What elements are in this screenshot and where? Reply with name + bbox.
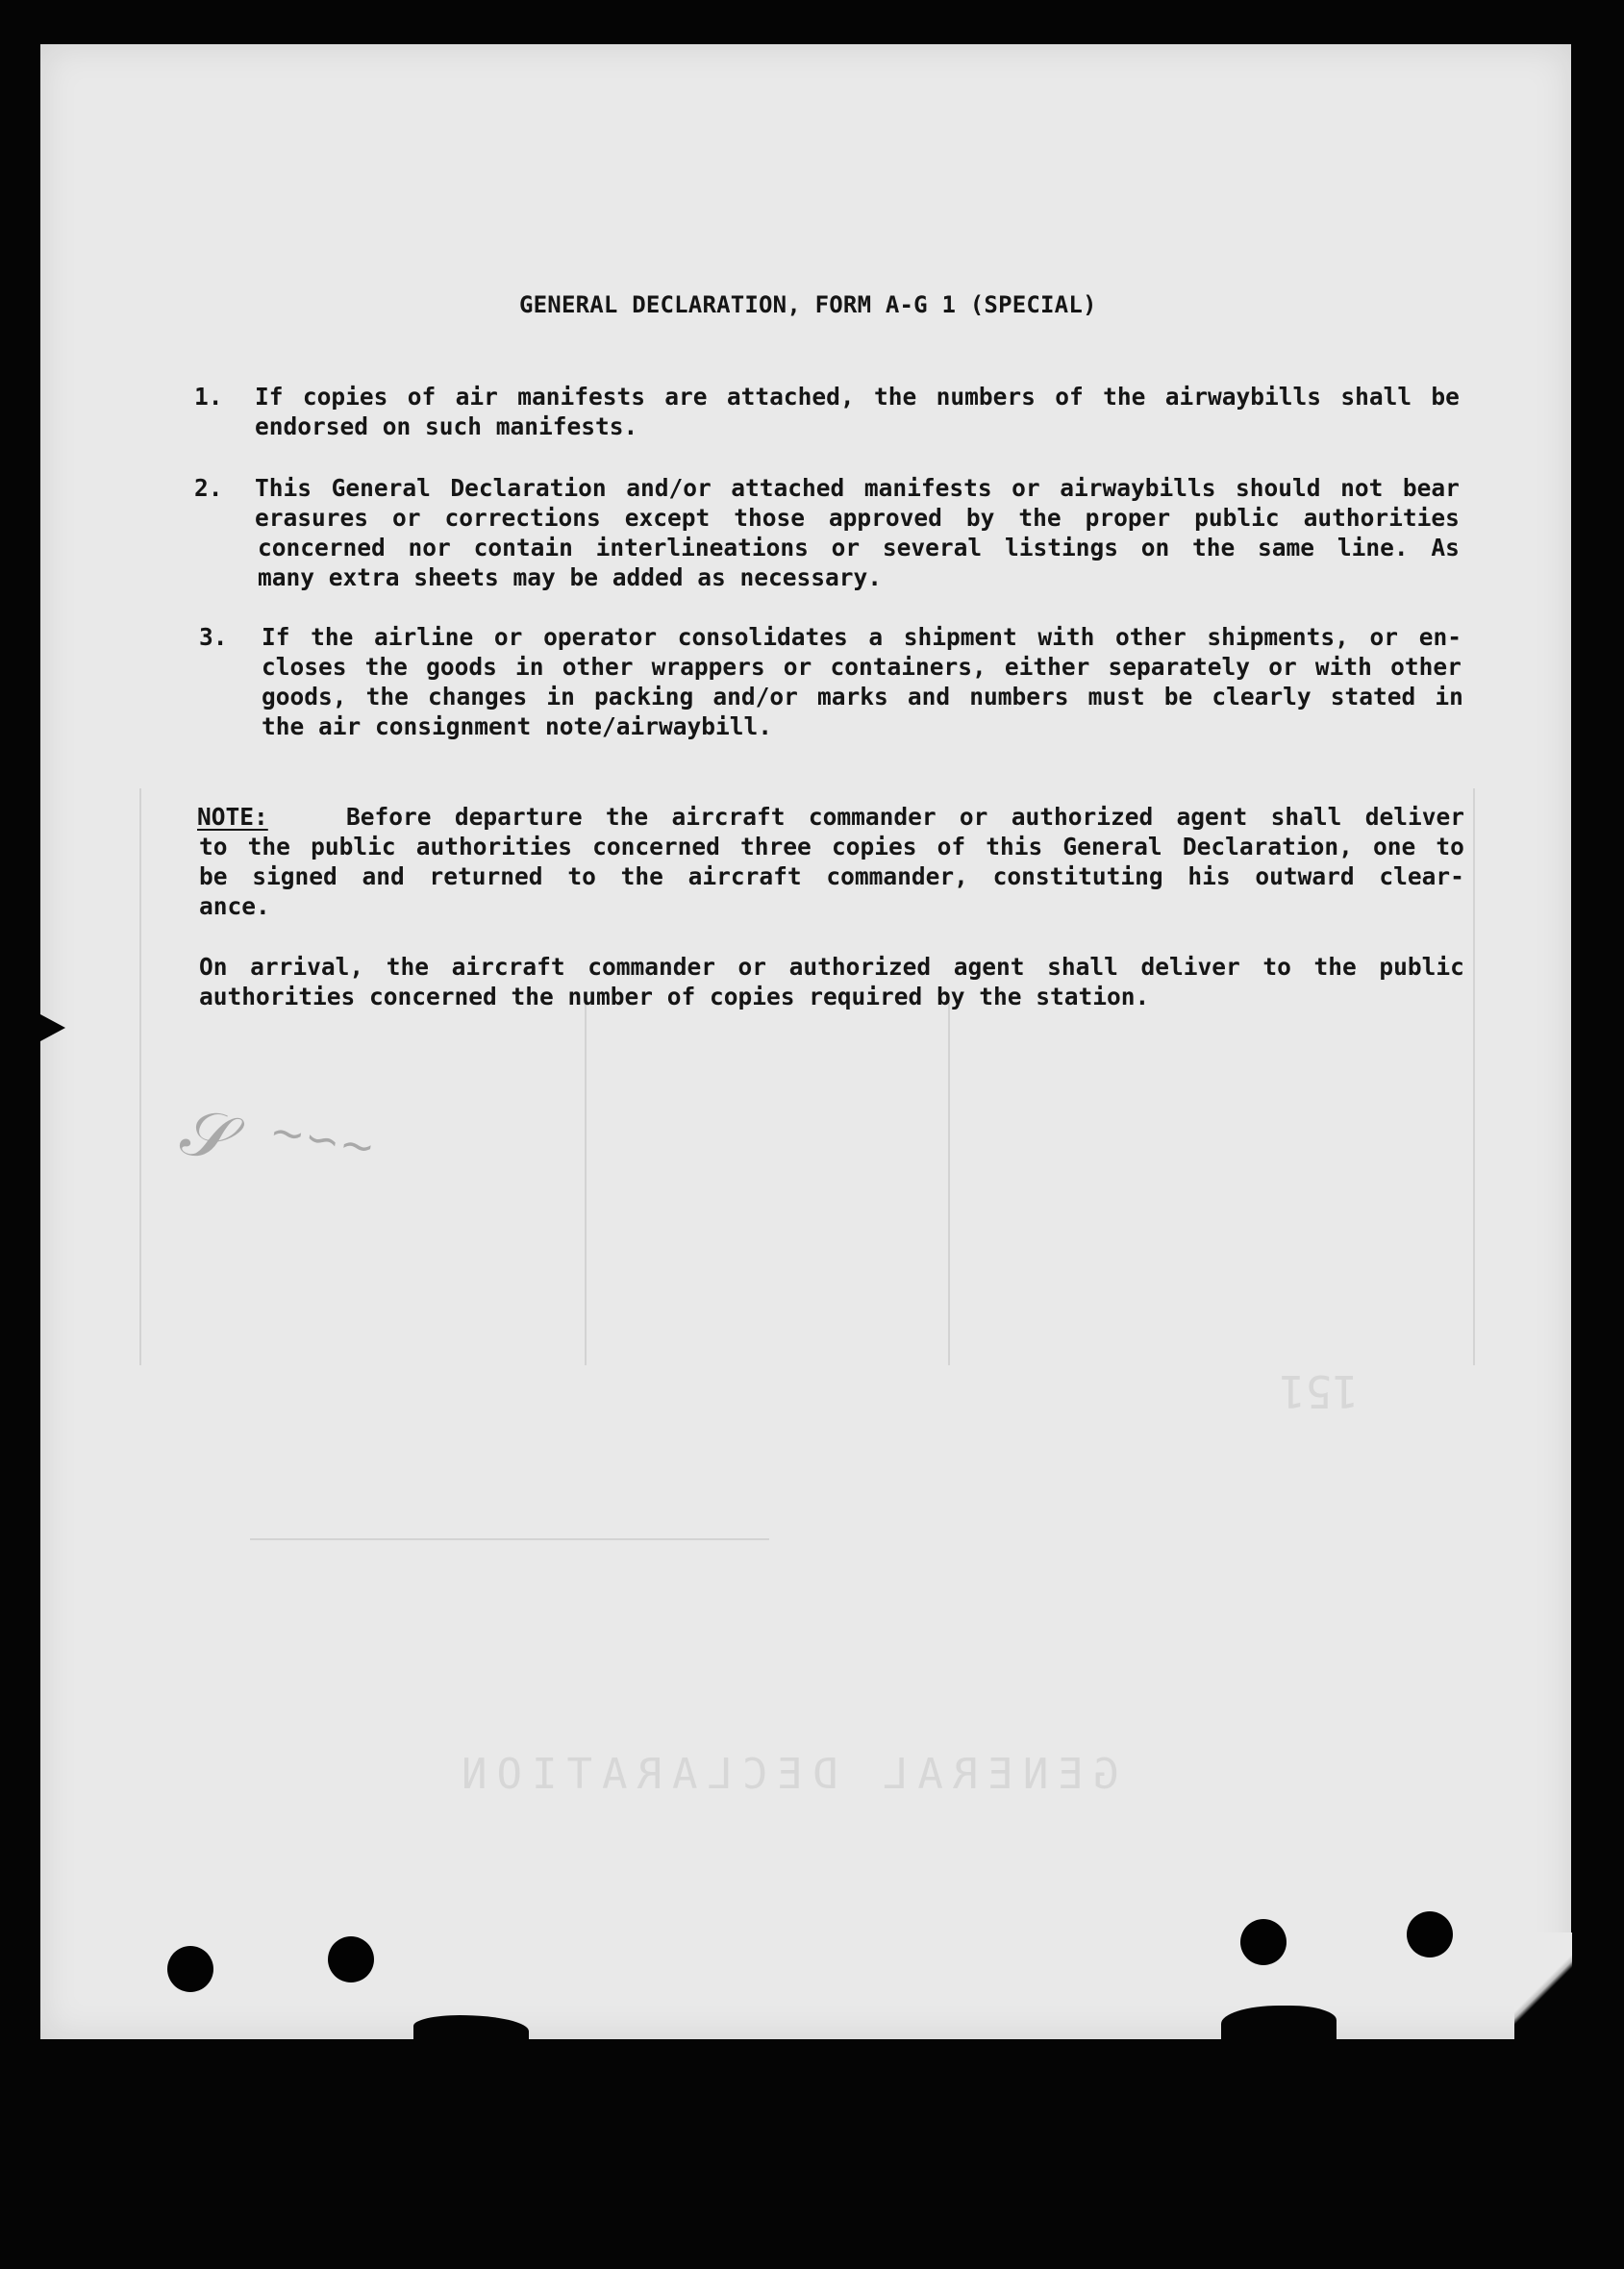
item-3-line-3: goods, the changes in packing and/or marks and numbers must be clearly stated in <box>262 683 1463 711</box>
item-3-number: 3. <box>199 623 228 651</box>
note-label: NOTE: <box>197 803 268 831</box>
punch-hole-1 <box>167 1946 213 1992</box>
punch-hole-2 <box>328 1936 374 1982</box>
note-line-3: be signed and returned to the aircraft commander, constituting his outward clear- <box>199 862 1464 890</box>
item-1-line-1: If copies of air manifests are attached, the numbers of the airwaybills shall be <box>255 383 1460 411</box>
arrival-line-1: On arrival, the aircraft commander or authorized agent shall deliver to the public <box>199 953 1464 981</box>
punch-hole-4 <box>1407 1911 1453 1957</box>
item-3-line-2: closes the goods in other wrappers or containers, either separately or with other <box>262 653 1462 681</box>
document-title: GENERAL DECLARATION, FORM A-G 1 (SPECIAL) <box>519 291 1097 318</box>
note-line-1: Before departure the aircraft commander or authorized agent shall deliver <box>346 803 1464 831</box>
item-2-line-1: This General Declaration and/or attached manifests or airwaybills should not bear <box>255 474 1460 502</box>
bleed-number: 151 <box>1279 1365 1360 1417</box>
note-line-4: ance. <box>199 892 270 920</box>
bleed-heading: GENERAL DECLARATION <box>452 1750 1119 1799</box>
item-1-line-2: endorsed on such manifests. <box>255 412 638 440</box>
item-1-number: 1. <box>194 383 223 411</box>
torn-edge-2 <box>1221 2006 1337 2042</box>
item-2-number: 2. <box>194 474 223 502</box>
item-2-line-3: concerned nor contain interlineations or several listings on the same line. As <box>258 534 1460 561</box>
arrival-line-2: authorities concerned the number of copies required by the station. <box>199 983 1150 1010</box>
item-3-line-1: If the airline or operator consolidates a shipment with other shipments, or en- <box>262 623 1462 651</box>
item-3-line-4: the air consignment note/airwaybill. <box>262 712 773 740</box>
handwritten-mark: 𝒮 <box>174 1090 244 1181</box>
note-line-2: to the public authorities concerned three copies of this General Declaration, one to <box>199 833 1464 860</box>
handwritten-mark-2: ∼∽∼ <box>265 1106 380 1174</box>
item-2-line-2: erasures or corrections except those approved by the proper public authorities <box>255 504 1460 532</box>
punch-hole-3 <box>1240 1919 1287 1965</box>
item-2-line-4: many extra sheets may be added as necessary. <box>258 563 883 591</box>
